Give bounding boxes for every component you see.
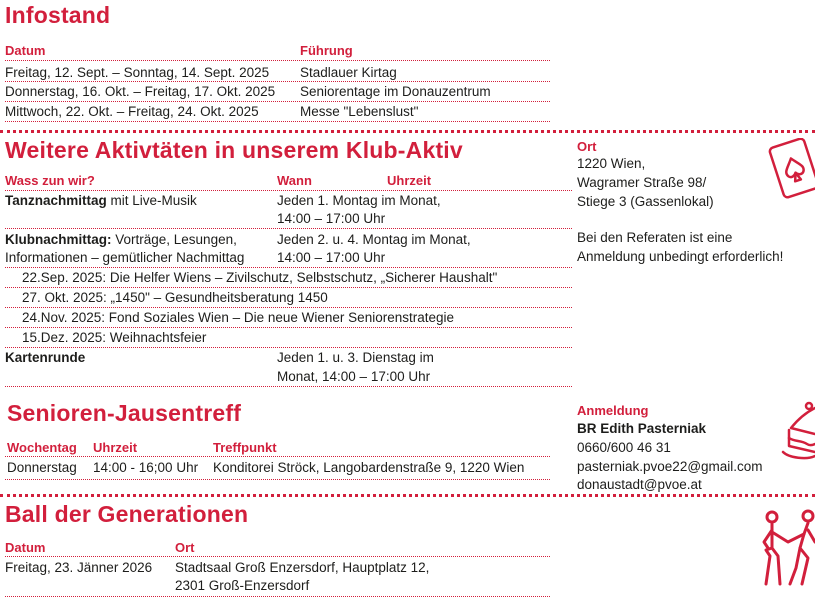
infostand-row-fuehrung: Messe "Lebenslust"	[300, 104, 419, 119]
jause-uhrzeit: 14:00 - 16;00 Uhr	[93, 460, 199, 475]
event-item: 27. Okt. 2025: „1450" – Gesundheitsberatung 1450	[22, 290, 328, 305]
anmeldung-label: Anmeldung	[577, 403, 649, 418]
event-item: 15.Dez. 2025: Weihnachtsfeier	[22, 330, 207, 345]
tanz-uhrzeit: 14:00 – 17:00 Uhr	[277, 211, 386, 226]
klub-title: Weitere Aktivtäten in unserem Klub-Aktiv	[5, 137, 463, 163]
ort-note: Bei den Referaten ist eine	[577, 230, 733, 245]
anmeldung-email[interactable]: pasterniak.pvoe22@gmail.com	[577, 459, 763, 474]
klub-col-wann: Wann	[277, 173, 312, 188]
anmeldung-name: BR Edith Pasterniak	[577, 421, 707, 436]
tanz-name: Tanznachmittag	[5, 193, 107, 208]
tanz-wann: Jeden 1. Montag im Monat,	[277, 193, 441, 208]
ort-note: Anmeldung unbedingt erforderlich!	[577, 249, 784, 264]
ort-line: Stiege 3 (Gassenlokal)	[577, 194, 714, 209]
karten-uhrzeit: Monat, 14:00 – 17:00 Uhr	[277, 369, 431, 384]
jause-treffpunkt: Konditorei Ströck, Langobardenstraße 9, 1220 Wien	[213, 460, 525, 475]
ball-col-datum: Datum	[5, 540, 46, 555]
ball-ort-2: 2301 Groß-Enzersdorf	[175, 578, 310, 593]
section-divider	[0, 130, 815, 133]
ort-line: 1220 Wien,	[577, 156, 646, 171]
ball-ort: Stadtsaal Groß Enzersdorf, Hauptplatz 12,	[175, 560, 430, 575]
klub-col-uhrzeit: Uhrzeit	[387, 173, 432, 188]
klubn-wann: Jeden 2. u. 4. Montag im Monat,	[277, 232, 471, 247]
infostand-row-fuehrung: Stadlauer Kirtag	[300, 65, 397, 80]
section-divider	[0, 494, 815, 497]
jause-title: Senioren-Jausentreff	[7, 400, 242, 426]
tanz-activity	[5, 192, 197, 210]
infostand-col-fuehrung: Führung	[300, 43, 353, 58]
ball-datum: Freitag, 23. Jänner 2026	[5, 560, 153, 575]
event-item: 22.Sep. 2025: Die Helfer Wiens – Zivilschutz, Selbstschutz, „Sicherer Haushalt"	[22, 270, 498, 285]
anmeldung-email[interactable]: donaustadt@pvoe.at	[577, 477, 702, 492]
ort-line: Wagramer Straße 98/	[577, 175, 707, 190]
infostand-row-datum: Freitag, 12. Sept. – Sonntag, 14. Sept. 2025	[5, 65, 270, 80]
klubn-desc: Vorträge, Lesungen,	[111, 232, 237, 247]
infostand-row-fuehrung: Seniorentage im Donauzentrum	[300, 84, 491, 99]
jause-col-treffpunkt: Treffpunkt	[213, 440, 277, 455]
klubn-desc-2: Informationen – gemütlicher Nachmittag	[5, 250, 245, 265]
jause-wochentag: Donnerstag	[7, 460, 77, 475]
event-item: 24.Nov. 2025: Fond Soziales Wien – Die neue Wiener Seniorenstrategie	[22, 310, 454, 325]
infostand-row-datum: Donnerstag, 16. Okt. – Freitag, 17. Okt. 2025	[5, 84, 276, 99]
dancing-couple-icon	[758, 508, 815, 590]
ort-label: Ort	[577, 139, 597, 154]
playing-card-icon	[764, 138, 815, 204]
karten-wann: Jeden 1. u. 3. Dienstag im	[277, 350, 434, 365]
tanz-desc: mit Live-Musik	[106, 193, 197, 208]
anmeldung-phone: 0660/600 46 31	[577, 440, 671, 455]
ball-col-ort: Ort	[175, 540, 195, 555]
jause-col-wochentag: Wochentag	[7, 440, 77, 455]
infostand-title: Infostand	[5, 2, 111, 28]
karten-activity: Kartenrunde	[5, 350, 86, 365]
klubn-activity	[5, 231, 237, 249]
cake-icon	[779, 400, 815, 460]
infostand-row-datum: Mittwoch, 22. Okt. – Freitag, 24. Okt. 2025	[5, 104, 259, 119]
ball-title: Ball der Generationen	[5, 501, 249, 527]
klubn-uhrzeit: 14:00 – 17:00 Uhr	[277, 250, 386, 265]
infostand-col-datum: Datum	[5, 43, 46, 58]
klub-col-was: Wass zun wir?	[5, 173, 95, 188]
jause-col-uhrzeit: Uhrzeit	[93, 440, 138, 455]
klubn-name: Klubnachmittag:	[5, 232, 112, 247]
